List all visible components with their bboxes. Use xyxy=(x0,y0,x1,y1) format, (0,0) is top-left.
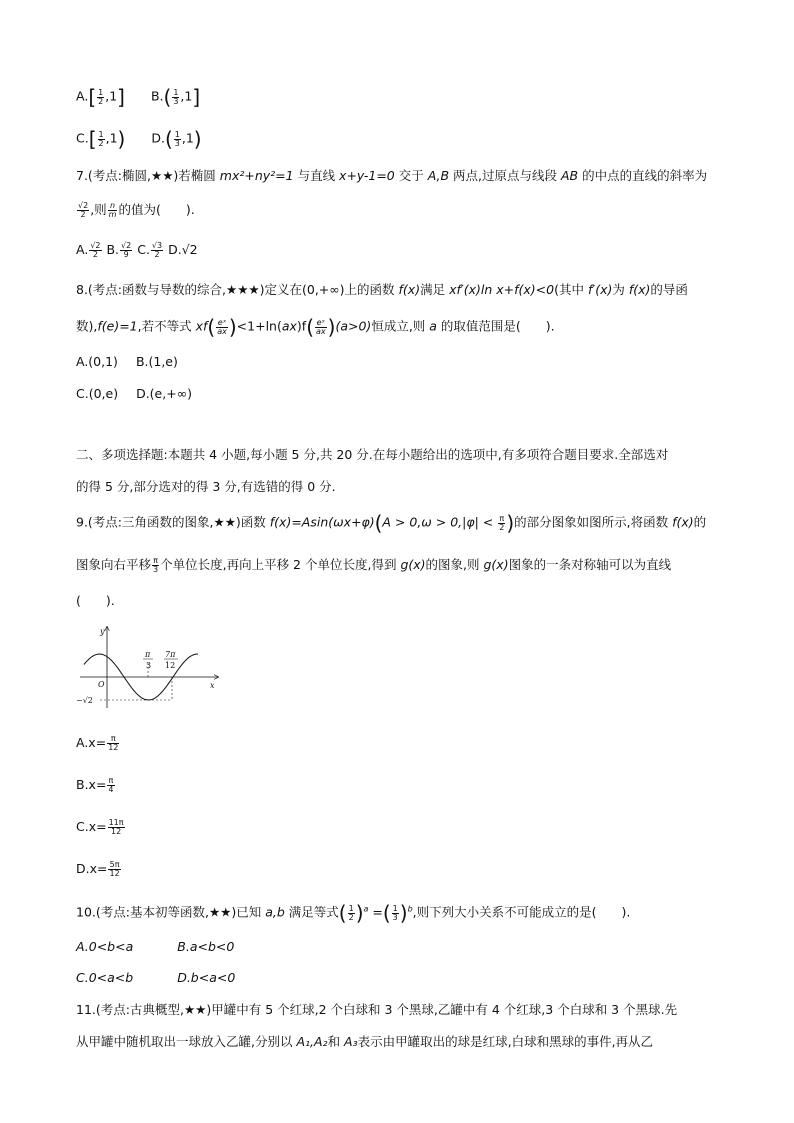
option-d-label: D. xyxy=(151,130,165,146)
tick2-den: 12 xyxy=(165,661,176,670)
q6-options-row-2: C.[ $\frac{1}{2}$ ,1) D.( $\frac{1}{3}$ ,1) xyxy=(76,127,202,151)
origin-label: O xyxy=(98,680,105,689)
q8-options-row-1: A.(0,1) B.(1,e) xyxy=(76,354,178,369)
q9-stem-line-3: ( ). xyxy=(76,593,115,608)
q10-stem: 10.(考点:基本初等函数,★★)已知 a,b 满足等式( $\frac{1}{2}$ )$^a$ =( $\frac{1}{3}$ )$^b$,则下列大小关系不可能成立的是( ). xyxy=(76,901,631,925)
option-a-label: A. xyxy=(76,88,89,104)
q9-option-c: C.x= $\frac{11\pi}{12}$ xyxy=(76,818,124,836)
q9-option-b: B.x= $\frac{\pi}{4}$ xyxy=(76,776,114,794)
tick1-den: 3 xyxy=(146,661,152,670)
q6-options-row-1: A.[ $\frac{1}{2}$ ,1] B.( $\frac{1}{3}$ ,1] xyxy=(76,85,201,109)
y-label: y xyxy=(100,627,105,636)
q9-option-d: D.x= $\frac{5\pi}{12}$ xyxy=(76,860,120,878)
section2-instructions-line-2: 的得 5 分,部分选对的得 3 分,有选错的得 0 分. xyxy=(76,479,336,494)
q8-stem-line-1: 8.(考点:函数与导数的综合,★★★)定义在(0,+∞)上的函数 f(x)满足 xf′(x)ln x+f(x)<0(其中 f′(x)为 f(x)的导函 xyxy=(76,282,688,297)
option-b-label: B. xyxy=(150,88,164,104)
min-label: −√2 xyxy=(76,696,93,705)
q10-options-row-2: C.0<a<b D.b<a<0 xyxy=(76,970,236,985)
q9-stem-line-1: 9.(考点:三角函数的图象,★★)函数 f(x)=Asin(ωx+φ)(A > 0,ω > 0,|φ| < $\frac{\pi}{2}$ )的部分图象如图所示,将函数 f(x)的 xyxy=(76,511,707,535)
q7-stem-line-2: $\frac{√2}{2}$ ,则 $\frac{n}{m}$ 的值为( ). xyxy=(78,201,195,219)
q8-stem-line-2: 数),f(e)=1,若不等式 xf( $\frac{\text{eˣ}}{ax}$ )<1+ln(ax)f( $\frac{\text{eˣ}}{ax}$ )(a>0)恒成立,则 a 的取值范围是( ). xyxy=(76,315,555,339)
section2-instructions-line-1: 二、多项选择题:本题共 4 小题,每小题 5 分,共 20 分.在每小题给出的选项中,有多项符合题目要求.全部选对 xyxy=(76,447,669,462)
q11-stem-line-2: 从甲罐中随机取出一球放入乙罐,分别以 A₁,A₂和 A₃表示由甲罐取出的球是红球,白球和黑球的事件,再从乙 xyxy=(76,1034,654,1049)
tick1-num: π xyxy=(145,650,151,659)
q10-options-row-1: A.0<b<a B.a<b<0 xyxy=(76,939,235,954)
option-c-label: C. xyxy=(76,130,89,146)
q9-option-a: A.x= $\frac{\pi}{12}$ xyxy=(76,734,119,752)
q9-stem-line-2: 图象向右平移 $\frac{\pi}{3}$ 个单位长度,再向上平移 2 个单位长度,得到 g(x)的图象,则 g(x)图象的一条对称轴可以为直线 xyxy=(76,556,672,574)
x-label: x xyxy=(210,681,215,690)
q7-stem-line-1: 7.(考点:椭圆,★★)若椭圆 mx²+ny²=1 与直线 x+y-1=0 交于 A,B 两点,过原点与线段 AB 的中点的直线的斜率为 xyxy=(76,168,708,183)
tick2-num: 7π xyxy=(165,650,176,659)
sine-graph xyxy=(76,622,226,712)
q11-stem-line-1: 11.(考点:古典概型,★★)甲罐中有 5 个红球,2 个白球和 3 个黑球,乙罐中有 4 个红球,3 个白球和 3 个黑球.先 xyxy=(76,1002,678,1017)
q8-options-row-2: C.(0,e) D.(e,+∞) xyxy=(76,386,192,401)
q7-options: A. $\frac{√2}{2}$ B. $\frac{√2}{9}$ C. $\frac{√3}{2}$ D.√2 xyxy=(76,241,198,259)
